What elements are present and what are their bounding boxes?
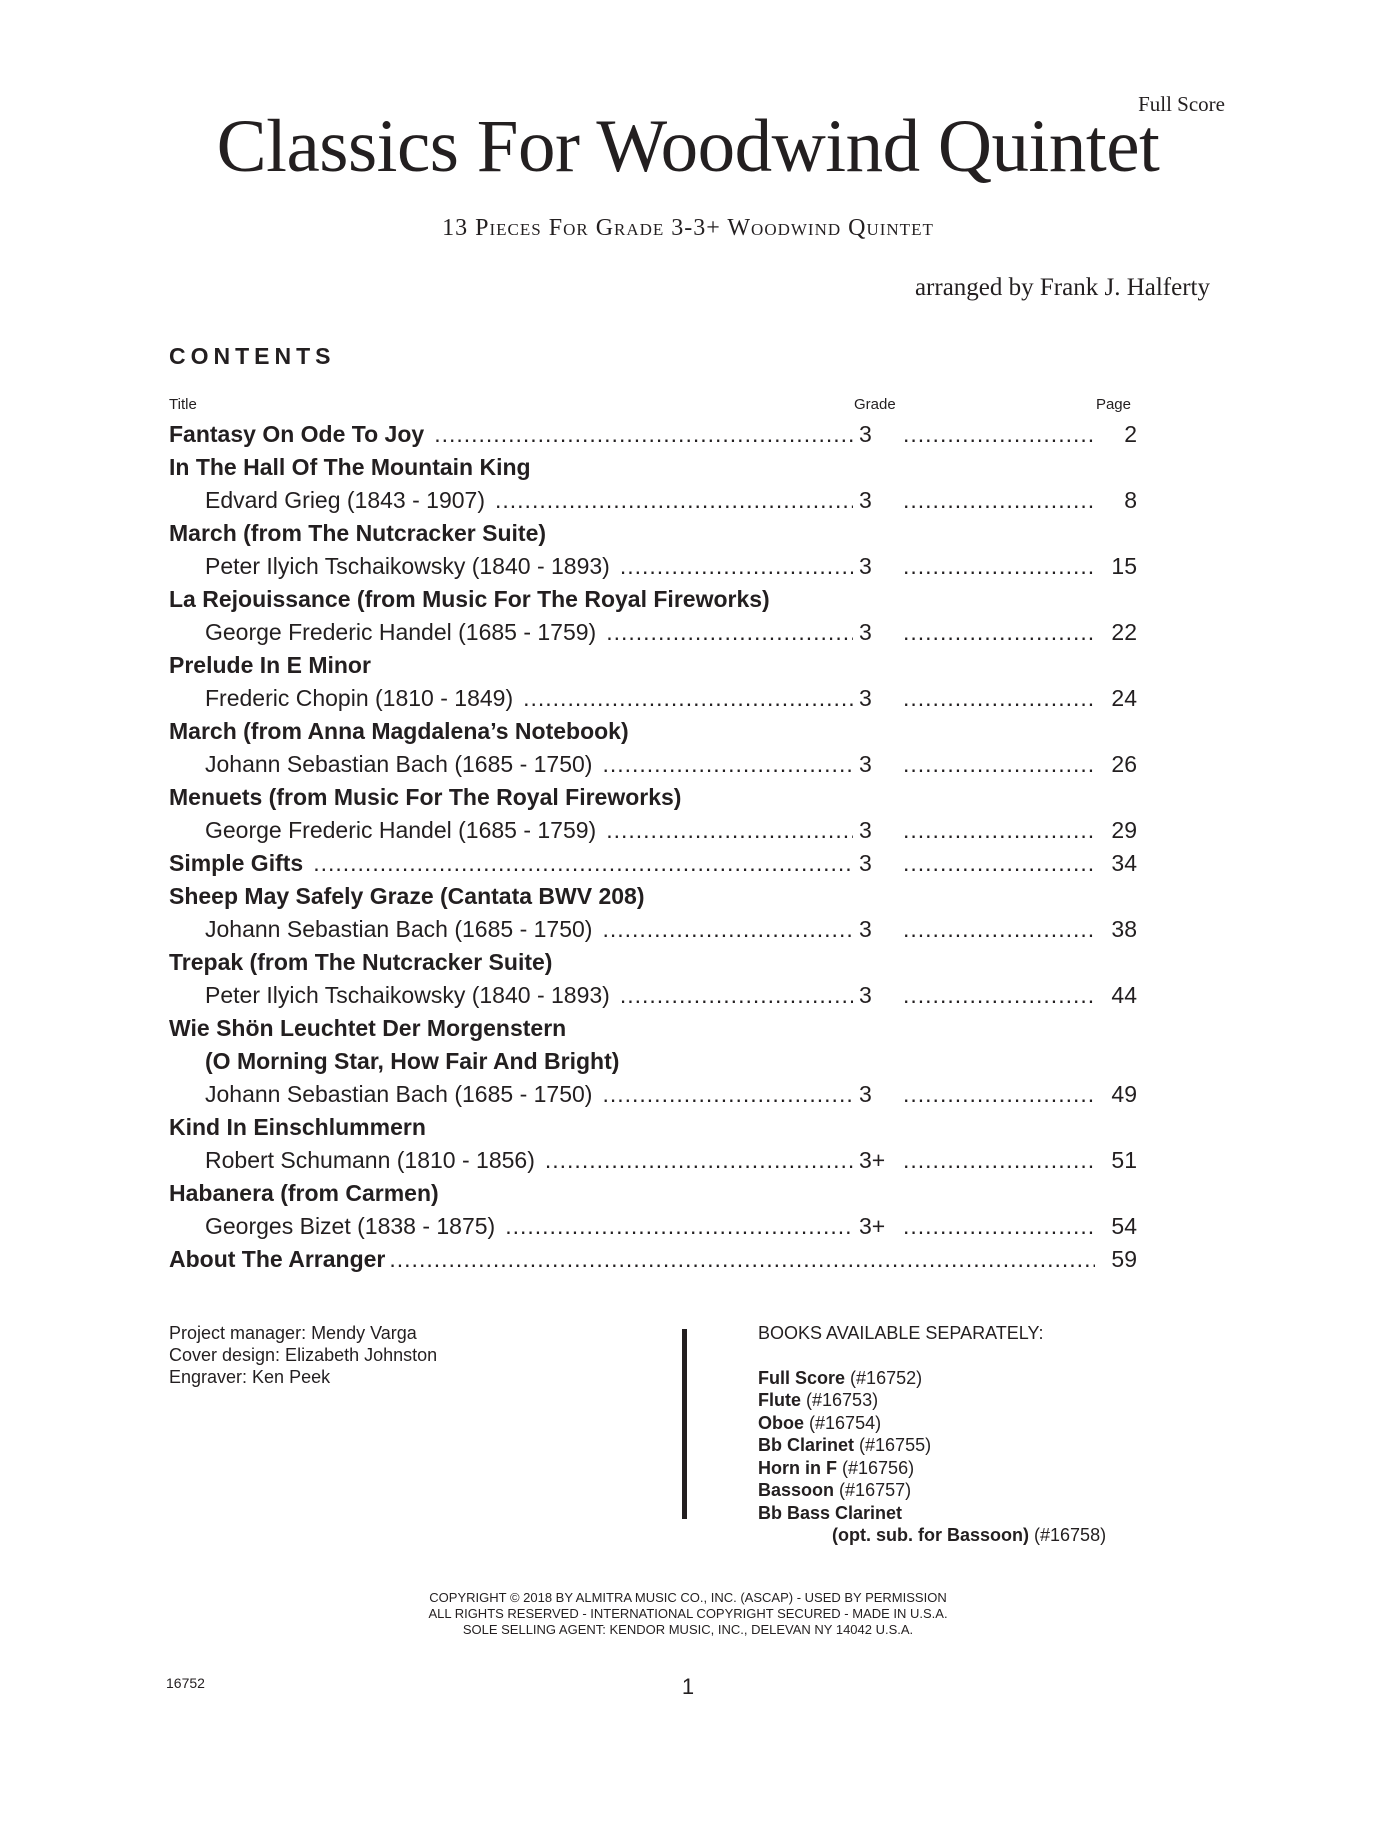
toc-grade: 3 <box>859 553 872 579</box>
toc-label: Fantasy On Ode To Joy <box>169 421 425 447</box>
copyright-line: SOLE SELLING AGENT: KENDOR MUSIC, INC., DELEVAN NY 14042 U.S.A. <box>462 1622 914 1637</box>
toc-grade: 3 <box>859 685 872 711</box>
catalog-number: 16752 <box>166 1675 205 1691</box>
toc-label: March (from The Nutcracker Suite) <box>169 520 547 546</box>
toc-entry <box>169 946 1137 979</box>
toc-page: 26 <box>1111 751 1137 777</box>
toc-label: George Frederic Handel (1685 - 1759) <box>205 619 597 645</box>
toc-label: Wie Shön Leuchtet Der Morgenstern <box>169 1015 567 1041</box>
toc-label: Robert Schumann (1810 - 1856) <box>205 1147 535 1173</box>
copyright-line: COPYRIGHT © 2018 BY ALMITRA MUSIC CO., INC. (ASCAP) - USED BY PERMISSION <box>429 1590 947 1605</box>
toc-grade: 3 <box>859 817 872 843</box>
books-available <box>758 1322 1106 1547</box>
toc-entry <box>169 517 1137 550</box>
toc-page: 44 <box>1111 982 1137 1008</box>
toc-page: 59 <box>1111 1246 1137 1272</box>
toc-entry <box>169 418 1137 451</box>
toc-page: 24 <box>1111 685 1137 711</box>
toc-entry <box>169 451 1137 484</box>
production-credits <box>169 1322 437 1388</box>
toc-label: Peter Ilyich Tschaikowsky (1840 - 1893) <box>205 982 610 1008</box>
toc-label: In The Hall Of The Mountain King <box>169 454 531 480</box>
column-header-title: Title <box>169 396 197 413</box>
book-item: (opt. sub. for Bassoon) (#16758) <box>832 1525 1107 1545</box>
toc-grade: 3 <box>859 487 872 513</box>
toc-entry <box>169 682 1137 715</box>
engraver: Engraver: Ken Peek <box>169 1367 331 1387</box>
toc-entry <box>169 616 1137 649</box>
toc-entry <box>169 649 1137 682</box>
document-subtitle: 13 Pieces For Grade 3-3+ Woodwind Quintet <box>442 215 934 241</box>
document-title: Classics For Woodwind Quintet <box>216 105 1160 188</box>
toc-label: Johann Sebastian Bach (1685 - 1750) <box>205 916 593 942</box>
toc-label: Johann Sebastian Bach (1685 - 1750) <box>205 751 593 777</box>
book-item: Bb Clarinet (#16755) <box>758 1435 932 1455</box>
toc-entry <box>169 1144 1137 1177</box>
toc-entry <box>169 550 1137 583</box>
toc-page: 49 <box>1111 1081 1137 1107</box>
copyright-line: ALL RIGHTS RESERVED - INTERNATIONAL COPYRIGHT SECURED - MADE IN U.S.A. <box>428 1606 948 1621</box>
toc-entry <box>169 979 1137 1012</box>
toc-page: 34 <box>1111 850 1137 876</box>
contents-heading: CONTENTS <box>169 343 336 369</box>
book-item: Bassoon (#16757) <box>758 1480 912 1500</box>
vertical-divider <box>682 1329 687 1519</box>
toc-entry <box>169 748 1137 781</box>
copyright-notice <box>0 1590 1376 1638</box>
toc-entry <box>169 715 1137 748</box>
toc-grade: 3 <box>859 619 872 645</box>
toc-label: Frederic Chopin (1810 - 1849) <box>205 685 514 711</box>
book-item: Bb Bass Clarinet <box>758 1502 903 1523</box>
toc-label: Trepak (from The Nutcracker Suite) <box>169 949 553 975</box>
toc-entry <box>169 1078 1137 1111</box>
toc-label: Menuets (from Music For The Royal Fireworks) <box>169 784 682 810</box>
toc-label: George Frederic Handel (1685 - 1759) <box>205 817 597 843</box>
toc-grade: 3 <box>859 982 872 1008</box>
table-of-contents <box>169 418 1137 1276</box>
toc-entry <box>169 913 1137 946</box>
toc-page: 22 <box>1111 619 1137 645</box>
toc-label: Sheep May Safely Graze (Cantata BWV 208) <box>169 883 645 909</box>
toc-page: 54 <box>1111 1213 1137 1239</box>
books-title: BOOKS AVAILABLE SEPARATELY: <box>758 1323 1044 1343</box>
toc-page: 8 <box>1124 487 1137 513</box>
toc-label: Peter Ilyich Tschaikowsky (1840 - 1893) <box>205 553 610 579</box>
toc-page: 2 <box>1124 421 1137 447</box>
toc-grade: 3 <box>859 850 872 876</box>
toc-label: Prelude In E Minor <box>169 652 371 678</box>
column-header-page: Page <box>1095 396 1131 413</box>
toc-page: 29 <box>1111 817 1137 843</box>
toc-grade: 3 <box>859 1081 872 1107</box>
toc-grade: 3 <box>859 421 872 447</box>
toc-entry <box>169 847 1137 880</box>
toc-page: 38 <box>1111 916 1137 942</box>
toc-label: Simple Gifts <box>169 850 304 876</box>
book-item: Full Score (#16752) <box>758 1367 923 1388</box>
toc-entry <box>169 1210 1137 1243</box>
book-item: Flute (#16753) <box>758 1390 879 1410</box>
toc-grade: 3 <box>859 751 872 777</box>
toc-entry <box>169 1045 1137 1078</box>
book-item: Oboe (#16754) <box>758 1412 882 1433</box>
toc-entry <box>169 1243 1137 1276</box>
toc-page: 51 <box>1111 1147 1137 1173</box>
toc-entry <box>169 484 1137 517</box>
toc-entry <box>169 781 1137 814</box>
toc-label: Georges Bizet (1838 - 1875) <box>205 1213 496 1239</box>
toc-label: Edvard Grieg (1843 - 1907) <box>205 487 485 513</box>
toc-grade: 3+ <box>859 1147 886 1173</box>
toc-grade: 3 <box>859 916 872 942</box>
toc-label: Kind In Einschlummern <box>169 1114 426 1140</box>
toc-label: March (from Anna Magdalena’s Notebook) <box>169 718 629 744</box>
page-number: 1 <box>681 1674 695 1699</box>
toc-label: Johann Sebastian Bach (1685 - 1750) <box>205 1081 593 1107</box>
toc-grade: 3+ <box>859 1213 886 1239</box>
arranger-credit: arranged by Frank J. Halferty <box>914 274 1210 301</box>
toc-entry <box>169 880 1137 913</box>
column-header-grade: Grade <box>854 396 896 413</box>
toc-entry <box>169 1111 1137 1144</box>
toc-label: (O Morning Star, How Fair And Bright) <box>205 1048 620 1074</box>
toc-label: Habanera (from Carmen) <box>169 1180 439 1206</box>
toc-entry <box>169 1012 1137 1045</box>
cover-design: Cover design: Elizabeth Johnston <box>169 1345 438 1365</box>
toc-page: 15 <box>1111 553 1137 579</box>
project-manager: Project manager: Mendy Varga <box>169 1323 417 1343</box>
toc-label: La Rejouissance (from Music For The Royal Fireworks) <box>169 586 770 612</box>
edition-label: Full Score <box>1138 92 1225 116</box>
toc-label: About The Arranger <box>169 1246 386 1272</box>
book-item: Horn in F (#16756) <box>758 1457 915 1478</box>
toc-entry <box>169 814 1137 847</box>
toc-entry <box>169 1177 1137 1210</box>
toc-entry <box>169 583 1137 616</box>
